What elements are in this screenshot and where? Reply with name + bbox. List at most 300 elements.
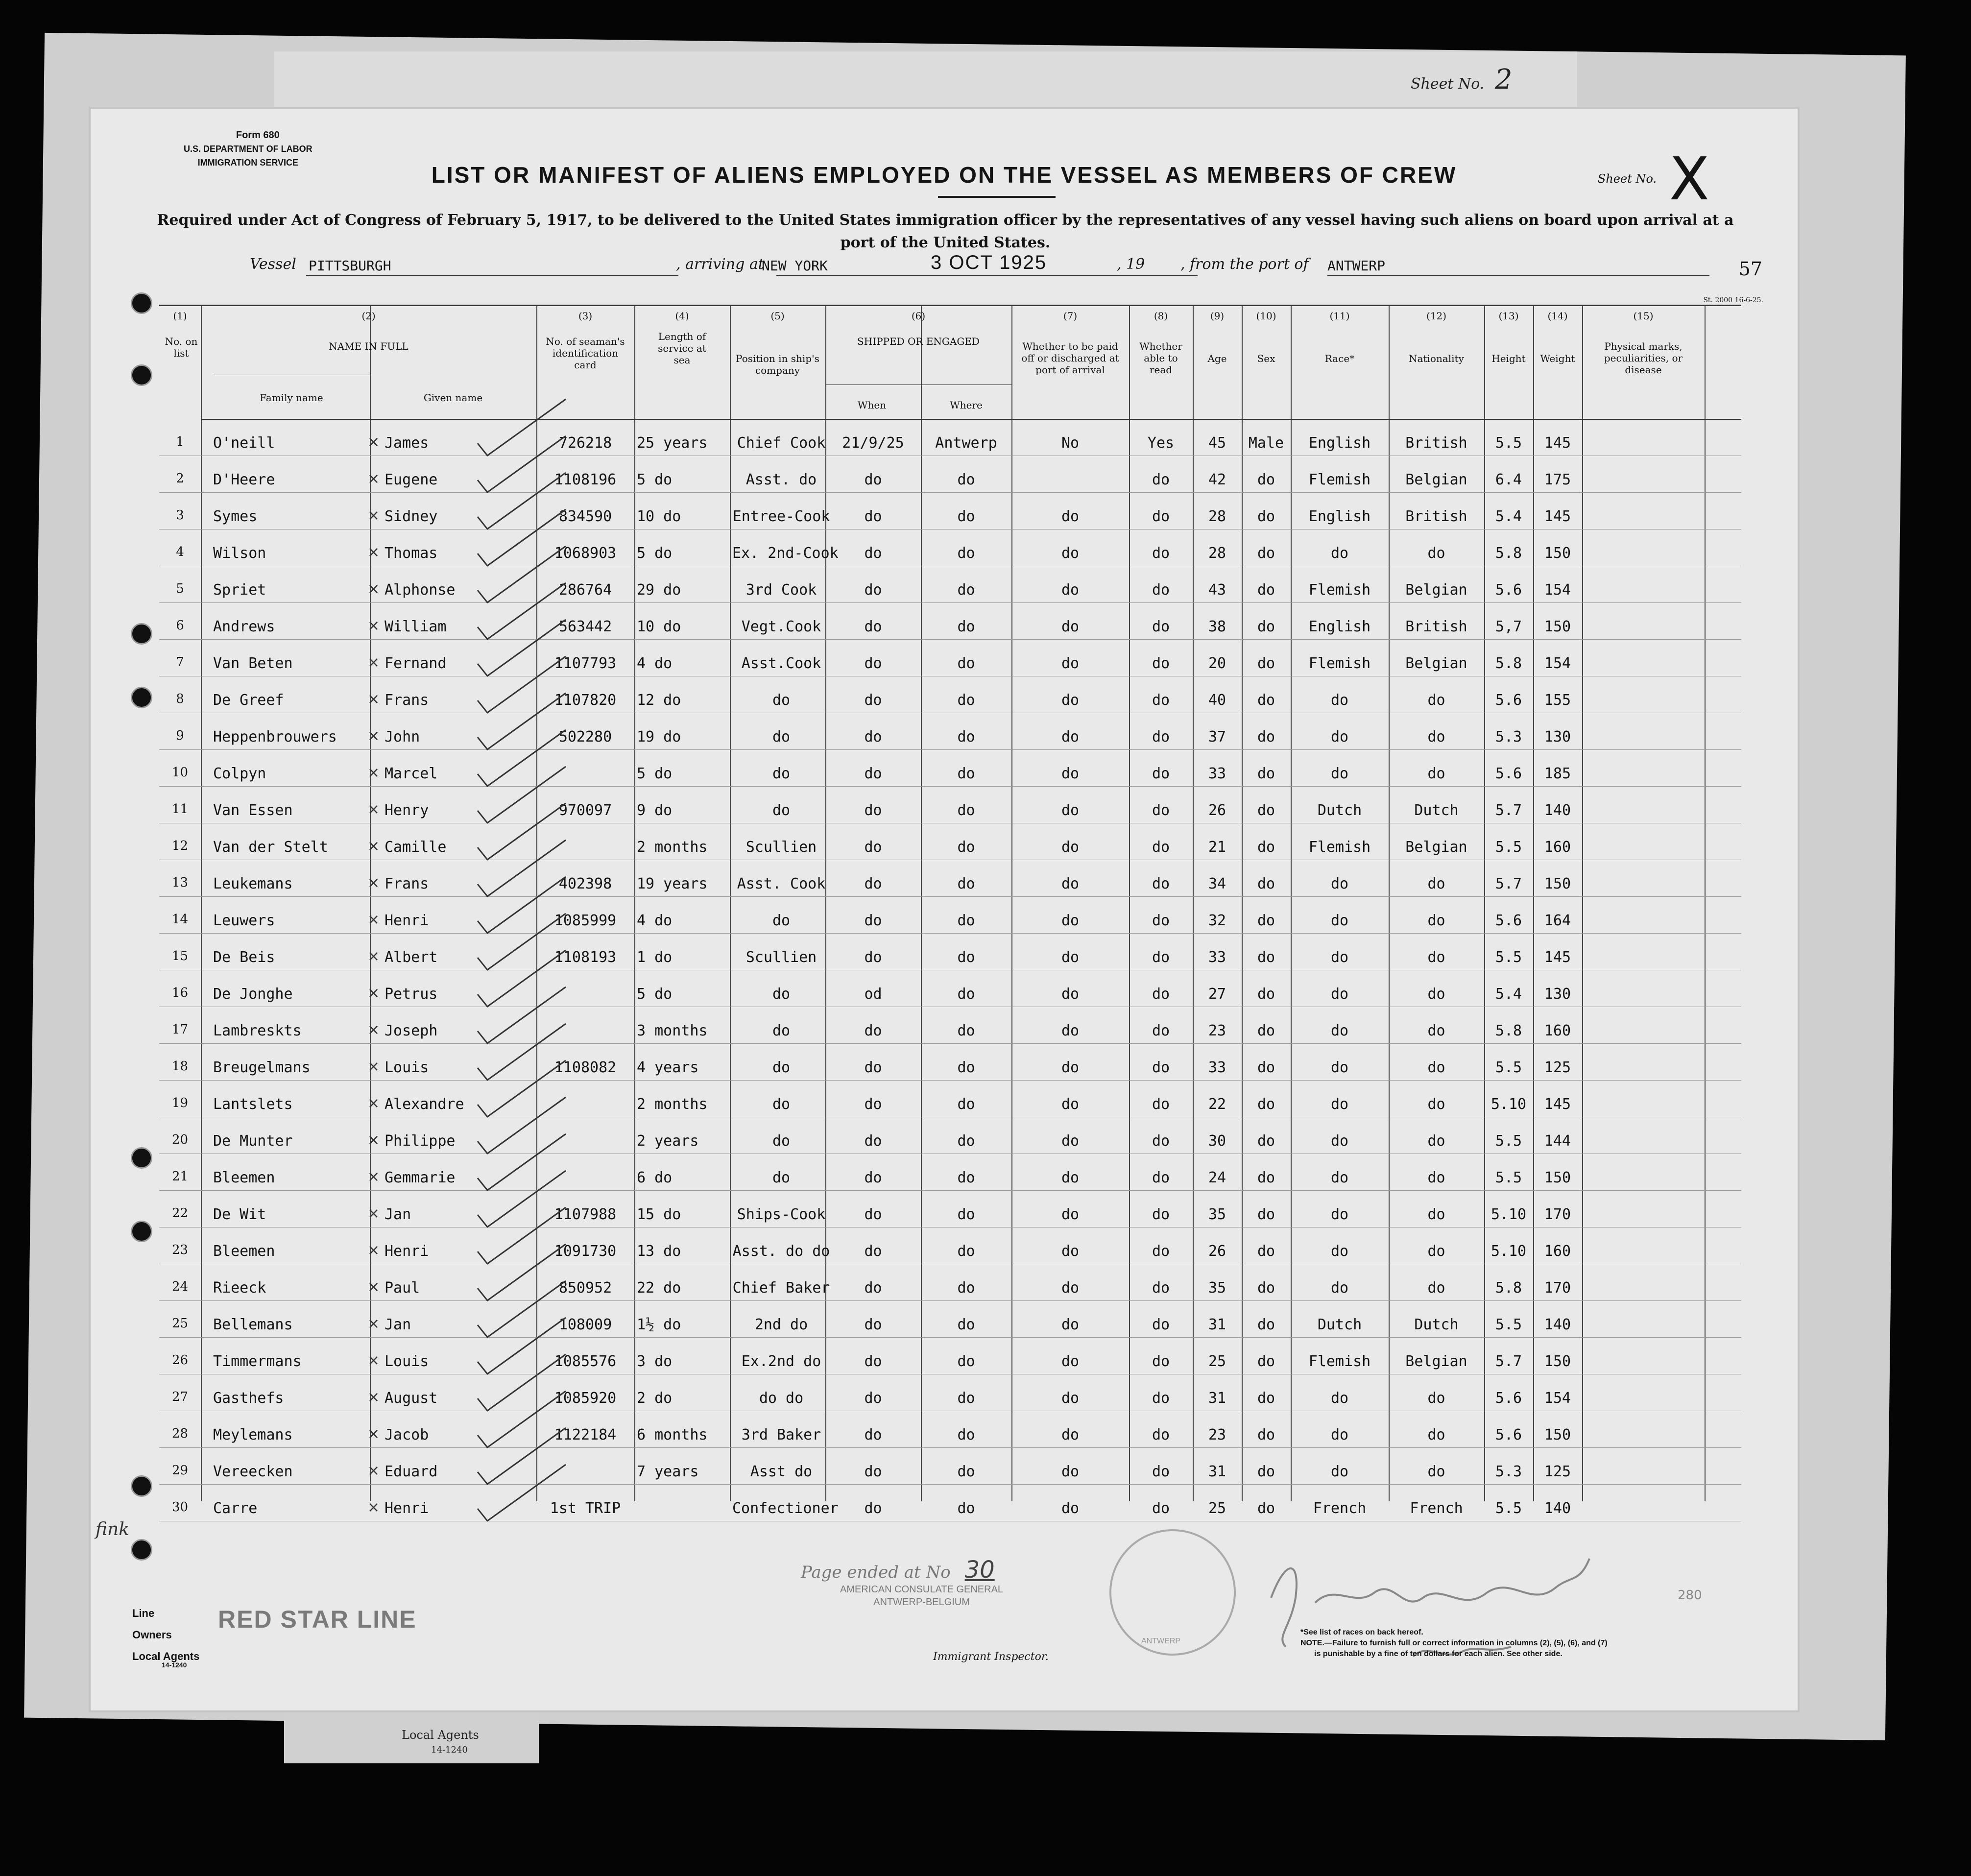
cell-age: 23 bbox=[1208, 1426, 1226, 1443]
cell-shipped-when: do bbox=[864, 1022, 882, 1039]
cell-age: 25 bbox=[1208, 1500, 1226, 1517]
cell-position: 2nd do bbox=[754, 1316, 808, 1333]
cell-position: Asst. do bbox=[745, 471, 817, 488]
table-row-rule bbox=[159, 639, 1741, 640]
cell-shipped-where: do bbox=[957, 1353, 975, 1370]
cell-nationality: Dutch bbox=[1414, 1316, 1459, 1333]
cell-race: do bbox=[1330, 1279, 1349, 1297]
header-paid-off: Whether to be paid off or discharged at port of arrival bbox=[1021, 340, 1119, 376]
cell-able-to-read: do bbox=[1152, 1059, 1170, 1076]
cell-id-card-number: 563442 bbox=[558, 618, 612, 635]
pencil-x-mark: × bbox=[367, 1058, 380, 1075]
cell-shipped-where: do bbox=[957, 986, 975, 1003]
cell-sex: do bbox=[1257, 581, 1275, 599]
cell-nationality: do bbox=[1427, 1132, 1445, 1150]
pencil-note: 280 bbox=[1678, 1588, 1702, 1603]
cell-position: do bbox=[772, 986, 791, 1003]
cell-nationality: do bbox=[1427, 1243, 1445, 1260]
cell-race: do bbox=[1330, 1132, 1349, 1150]
footer-note bbox=[1300, 1627, 1608, 1660]
cell-sex: do bbox=[1257, 1463, 1275, 1480]
cell-weight: 150 bbox=[1544, 875, 1571, 892]
cell-shipped-where: do bbox=[957, 1132, 975, 1150]
cell-shipped-where: do bbox=[957, 1500, 975, 1517]
cell-row-number: 28 bbox=[171, 1426, 189, 1441]
cell-sex: do bbox=[1257, 1500, 1275, 1517]
cell-shipped-where: do bbox=[957, 1206, 975, 1223]
cell-position: Asst do bbox=[750, 1463, 813, 1480]
underlying-sheet-label: Sheet No. bbox=[1411, 75, 1485, 93]
cell-weight: 154 bbox=[1544, 581, 1571, 599]
cell-row-number: 30 bbox=[171, 1500, 189, 1515]
cell-race: Flemish bbox=[1308, 655, 1371, 672]
cell-given-name: Albert bbox=[385, 949, 438, 966]
cell-able-to-read: do bbox=[1152, 839, 1170, 856]
cell-paid-off: do bbox=[1061, 1353, 1080, 1370]
cell-able-to-read: do bbox=[1152, 1390, 1170, 1407]
cell-nationality: do bbox=[1427, 1390, 1445, 1407]
cell-row-number: 24 bbox=[171, 1279, 189, 1294]
cell-able-to-read: do bbox=[1152, 1353, 1170, 1370]
cell-able-to-read: do bbox=[1152, 508, 1170, 525]
cell-shipped-when: do bbox=[864, 1132, 882, 1150]
cell-nationality: Belgian bbox=[1405, 581, 1467, 599]
service-name: IMMIGRATION SERVICE bbox=[197, 158, 299, 168]
cell-length-of-service: 4 do bbox=[637, 655, 673, 672]
cell-given-name: Eugene bbox=[385, 471, 438, 488]
pencil-x-mark: × bbox=[367, 1205, 380, 1222]
cell-row-number: 15 bbox=[171, 949, 189, 963]
cell-shipped-where: do bbox=[957, 949, 975, 966]
cell-height: 5.7 bbox=[1495, 802, 1522, 819]
cell-age: 31 bbox=[1208, 1390, 1226, 1407]
cell-given-name: John bbox=[385, 728, 420, 746]
cell-race: English bbox=[1308, 508, 1371, 525]
cell-shipped-where: do bbox=[957, 1169, 975, 1186]
cell-able-to-read: do bbox=[1152, 618, 1170, 635]
cell-length-of-service: 5 do bbox=[637, 545, 673, 562]
cell-given-name: Frans bbox=[385, 875, 429, 892]
vessel-name: PITTSBURGH bbox=[309, 258, 391, 274]
cell-family-name: Vereecken bbox=[213, 1463, 293, 1480]
cell-shipped-when: do bbox=[864, 1279, 882, 1297]
column-number-7: (7) bbox=[1063, 310, 1078, 322]
cell-weight: 150 bbox=[1544, 1353, 1571, 1370]
stock-code: St. 2000 16-6-25. bbox=[1703, 296, 1763, 304]
arriving-port: NEW YORK bbox=[762, 258, 828, 274]
cell-nationality: do bbox=[1427, 1096, 1445, 1113]
cell-id-card-number: 726218 bbox=[558, 434, 612, 452]
cell-position: Asst. do do bbox=[732, 1243, 830, 1260]
cell-weight: 150 bbox=[1544, 545, 1571, 562]
cell-age: 37 bbox=[1208, 728, 1226, 746]
cell-sex: do bbox=[1257, 802, 1275, 819]
pencil-x-mark: × bbox=[367, 654, 380, 671]
cell-length-of-service: 6 months bbox=[637, 1426, 708, 1443]
cell-family-name: Carre bbox=[213, 1500, 258, 1517]
cell-family-name: Breugelmans bbox=[213, 1059, 311, 1076]
cell-family-name: O'neill bbox=[213, 434, 275, 452]
cell-length-of-service: 3 do bbox=[637, 1353, 673, 1370]
cell-sex: do bbox=[1257, 1096, 1275, 1113]
cell-length-of-service: 7 years bbox=[637, 1463, 699, 1480]
cell-nationality: British bbox=[1405, 618, 1467, 635]
cell-weight: 145 bbox=[1544, 949, 1571, 966]
cell-length-of-service: 3 months bbox=[637, 1022, 708, 1039]
cell-able-to-read: do bbox=[1152, 1463, 1170, 1480]
cell-weight: 154 bbox=[1544, 655, 1571, 672]
pencil-x-mark: × bbox=[367, 1315, 380, 1332]
cell-age: 31 bbox=[1208, 1463, 1226, 1480]
cell-given-name: August bbox=[385, 1390, 438, 1407]
cell-position: Entree-Cook bbox=[732, 508, 830, 525]
cell-sex: do bbox=[1257, 1022, 1275, 1039]
cell-weight: 150 bbox=[1544, 618, 1571, 635]
column-number-3: (3) bbox=[578, 310, 593, 322]
cell-race: do bbox=[1330, 1059, 1349, 1076]
department-name: U.S. DEPARTMENT OF LABOR bbox=[184, 144, 312, 154]
cell-able-to-read: do bbox=[1152, 802, 1170, 819]
cell-family-name: Lambreskts bbox=[213, 1022, 302, 1039]
cell-paid-off: No bbox=[1061, 434, 1080, 452]
title-underline bbox=[938, 196, 1056, 198]
cell-shipped-when: do bbox=[864, 912, 882, 929]
cell-given-name: Paul bbox=[385, 1279, 420, 1297]
header-race: Race* bbox=[1324, 353, 1355, 364]
cell-race: do bbox=[1330, 692, 1349, 709]
pencil-x-mark: × bbox=[367, 691, 380, 708]
pencil-x-mark: × bbox=[367, 764, 380, 781]
cell-shipped-where: do bbox=[957, 545, 975, 562]
cell-shipped-where: do bbox=[957, 912, 975, 929]
cell-paid-off: do bbox=[1061, 1206, 1080, 1223]
cell-id-card-number: 1085920 bbox=[554, 1390, 617, 1407]
cell-nationality: do bbox=[1427, 765, 1445, 782]
cell-sex: do bbox=[1257, 1059, 1275, 1076]
cell-shipped-when: do bbox=[864, 839, 882, 856]
cell-able-to-read: do bbox=[1152, 1132, 1170, 1150]
cell-sex: do bbox=[1257, 1279, 1275, 1297]
pencil-x-mark: × bbox=[367, 801, 380, 818]
cell-row-number: 25 bbox=[171, 1316, 189, 1331]
cell-family-name: Lantslets bbox=[213, 1096, 293, 1113]
cell-weight: 170 bbox=[1544, 1206, 1571, 1223]
cell-race: English bbox=[1308, 434, 1371, 452]
cell-age: 28 bbox=[1208, 508, 1226, 525]
line-stamp: RED STAR LINE bbox=[218, 1606, 417, 1633]
column-number-8: (8) bbox=[1154, 310, 1168, 322]
arriving-label: , arriving at bbox=[676, 256, 764, 273]
cell-weight: 154 bbox=[1544, 1390, 1571, 1407]
cell-race: do bbox=[1330, 1463, 1349, 1480]
inspector-signature bbox=[1256, 1529, 1629, 1686]
cell-id-card-number: 1107820 bbox=[554, 692, 617, 709]
cell-row-number: 26 bbox=[171, 1353, 189, 1368]
cell-length-of-service: 2 months bbox=[637, 1096, 708, 1113]
cell-race: do bbox=[1330, 912, 1349, 929]
cell-race: French bbox=[1313, 1500, 1367, 1517]
cell-able-to-read: do bbox=[1152, 1500, 1170, 1517]
cell-row-number: 29 bbox=[171, 1463, 189, 1478]
punch-hole bbox=[131, 1539, 152, 1561]
cell-row-number: 5 bbox=[176, 581, 184, 596]
cell-family-name: De Wit bbox=[213, 1206, 266, 1223]
cell-length-of-service: 19 years bbox=[637, 875, 708, 892]
cell-family-name: Timmermans bbox=[213, 1353, 302, 1370]
pencil-check-mark bbox=[473, 1460, 571, 1528]
cell-shipped-when: do bbox=[864, 1243, 882, 1260]
cell-weight: 185 bbox=[1544, 765, 1571, 782]
cell-given-name: Sidney bbox=[385, 508, 438, 525]
cell-age: 33 bbox=[1208, 1059, 1226, 1076]
cell-given-name: Henry bbox=[385, 802, 429, 819]
cell-position: do bbox=[772, 1022, 791, 1039]
cell-age: 28 bbox=[1208, 545, 1226, 562]
cell-height: 5.8 bbox=[1495, 655, 1522, 672]
cell-family-name: De Jonghe bbox=[213, 986, 293, 1003]
cell-sex: do bbox=[1257, 1353, 1275, 1370]
cell-length-of-service: 22 do bbox=[637, 1279, 681, 1297]
cell-given-name: Louis bbox=[385, 1059, 429, 1076]
seal-text: ANTWERP bbox=[1141, 1637, 1180, 1645]
cell-race: do bbox=[1330, 1243, 1349, 1260]
header-physical-marks: Physical marks, peculiarities, or disease bbox=[1604, 340, 1683, 376]
cell-shipped-when: do bbox=[864, 765, 882, 782]
cell-age: 23 bbox=[1208, 1022, 1226, 1039]
cell-weight: 125 bbox=[1544, 1059, 1571, 1076]
cell-nationality: do bbox=[1427, 1059, 1445, 1076]
cell-family-name: Van Beten bbox=[213, 655, 293, 672]
column-divider bbox=[1705, 306, 1706, 1501]
cell-given-name: Gemmarie bbox=[385, 1169, 456, 1186]
cell-given-name: Henri bbox=[385, 1243, 429, 1260]
cell-able-to-read: Yes bbox=[1147, 434, 1175, 452]
cell-shipped-where: do bbox=[957, 1463, 975, 1480]
cell-shipped-where: do bbox=[957, 802, 975, 819]
cell-family-name: Bellemans bbox=[213, 1316, 293, 1333]
punch-hole bbox=[131, 687, 152, 708]
cell-sex: do bbox=[1257, 986, 1275, 1003]
cell-shipped-where: do bbox=[957, 471, 975, 488]
cell-shipped-when: do bbox=[864, 802, 882, 819]
cell-shipped-when: do bbox=[864, 875, 882, 892]
cell-position: do do bbox=[759, 1390, 804, 1407]
cell-row-number: 2 bbox=[176, 471, 184, 486]
column-number-5: (5) bbox=[770, 310, 785, 322]
table-row-rule bbox=[159, 1300, 1741, 1301]
cell-nationality: do bbox=[1427, 986, 1445, 1003]
cell-age: 33 bbox=[1208, 949, 1226, 966]
cell-shipped-where: do bbox=[957, 508, 975, 525]
cell-paid-off: do bbox=[1061, 1132, 1080, 1150]
cell-height: 5.10 bbox=[1490, 1096, 1527, 1113]
cell-position: do bbox=[772, 692, 791, 709]
cell-length-of-service: 1 do bbox=[637, 949, 673, 966]
cell-paid-off: do bbox=[1061, 508, 1080, 525]
cell-height: 5.6 bbox=[1495, 912, 1522, 929]
footer-agents-label: Local Agents bbox=[132, 1650, 200, 1662]
cell-length-of-service: 4 do bbox=[637, 912, 673, 929]
cell-sex: do bbox=[1257, 618, 1275, 635]
cell-shipped-where: do bbox=[957, 1316, 975, 1333]
cell-paid-off: do bbox=[1061, 1500, 1080, 1517]
pencil-x-mark: × bbox=[367, 1462, 380, 1479]
cell-id-card-number: 1108193 bbox=[554, 949, 617, 966]
cell-weight: 140 bbox=[1544, 1316, 1571, 1333]
table-row-rule bbox=[159, 1337, 1741, 1338]
cell-age: 42 bbox=[1208, 471, 1226, 488]
column-number-12: (12) bbox=[1426, 310, 1447, 322]
header-when: When bbox=[857, 399, 887, 411]
cell-race: do bbox=[1330, 875, 1349, 892]
cell-shipped-where: do bbox=[957, 692, 975, 709]
cell-family-name: Bleemen bbox=[213, 1169, 275, 1186]
cell-weight: 144 bbox=[1544, 1132, 1571, 1150]
consulate-line-1: AMERICAN CONSULATE GENERAL bbox=[840, 1584, 1004, 1595]
cell-paid-off: do bbox=[1061, 1059, 1080, 1076]
cell-weight: 150 bbox=[1544, 1426, 1571, 1443]
cell-race: do bbox=[1330, 949, 1349, 966]
cell-shipped-when: do bbox=[864, 618, 882, 635]
cell-height: 5.3 bbox=[1495, 1463, 1522, 1480]
cell-age: 35 bbox=[1208, 1279, 1226, 1297]
pencil-x-mark: × bbox=[367, 911, 380, 928]
cell-row-number: 22 bbox=[171, 1206, 189, 1221]
cell-sex: do bbox=[1257, 655, 1275, 672]
punch-hole bbox=[131, 1147, 152, 1169]
cell-given-name: Louis bbox=[385, 1353, 429, 1370]
cell-weight: 145 bbox=[1544, 508, 1571, 525]
cell-given-name: Petrus bbox=[385, 986, 438, 1003]
cell-shipped-when: do bbox=[864, 1316, 882, 1333]
cell-length-of-service: 5 do bbox=[637, 765, 673, 782]
cell-height: 5.4 bbox=[1495, 986, 1522, 1003]
cell-length-of-service: 5 do bbox=[637, 986, 673, 1003]
cell-height: 5.6 bbox=[1495, 581, 1522, 599]
cell-family-name: Spriet bbox=[213, 581, 266, 599]
cell-paid-off: do bbox=[1061, 875, 1080, 892]
cell-height: 6.4 bbox=[1495, 471, 1522, 488]
cell-race: do bbox=[1330, 1169, 1349, 1186]
cell-position: 3rd Baker bbox=[741, 1426, 821, 1443]
cell-row-number: 18 bbox=[171, 1059, 189, 1074]
cell-paid-off: do bbox=[1061, 1463, 1080, 1480]
cell-family-name: Symes bbox=[213, 508, 258, 525]
cell-position: Vegt.Cook bbox=[741, 618, 821, 635]
page-title: LIST OR MANIFEST OF ALIENS EMPLOYED ON THE VESSEL AS MEMBERS OF CREW bbox=[431, 162, 1457, 188]
vessel-line bbox=[91, 252, 1798, 285]
table-row-rule bbox=[159, 749, 1741, 750]
cell-position: Asst.Cook bbox=[741, 655, 821, 672]
cell-race: do bbox=[1330, 728, 1349, 746]
cell-shipped-when: do bbox=[864, 655, 882, 672]
cell-shipped-where: do bbox=[957, 875, 975, 892]
footer-note-line-2: NOTE.—Failure to furnish full or correct information in columns (2), (5), (6), and (7) bbox=[1300, 1639, 1608, 1647]
column-divider bbox=[634, 306, 635, 1501]
cell-weight: 155 bbox=[1544, 692, 1571, 709]
cell-paid-off: do bbox=[1061, 1022, 1080, 1039]
cell-age: 33 bbox=[1208, 765, 1226, 782]
cell-race: do bbox=[1330, 1096, 1349, 1113]
cell-race: Flemish bbox=[1308, 581, 1371, 599]
header-family-name: Family name bbox=[260, 392, 323, 404]
cell-row-number: 19 bbox=[171, 1096, 189, 1110]
cell-length-of-service: 15 do bbox=[637, 1206, 681, 1223]
cell-family-name: D'Heere bbox=[213, 471, 275, 488]
cell-id-card-number: 1108082 bbox=[554, 1059, 617, 1076]
cell-row-number: 21 bbox=[171, 1169, 189, 1184]
table-row-rule bbox=[159, 933, 1741, 934]
cell-race: Flemish bbox=[1308, 839, 1371, 856]
cell-nationality: do bbox=[1427, 912, 1445, 929]
column-number-4: (4) bbox=[675, 310, 689, 322]
cell-paid-off: do bbox=[1061, 1390, 1080, 1407]
pencil-x-mark: × bbox=[367, 727, 380, 745]
punch-hole bbox=[131, 1475, 152, 1497]
cell-id-card-number: 1122184 bbox=[554, 1426, 617, 1443]
cell-height: 5.10 bbox=[1490, 1206, 1527, 1223]
cell-family-name: Bleemen bbox=[213, 1243, 275, 1260]
cell-length-of-service: 2 months bbox=[637, 839, 708, 856]
header-nationality: Nationality bbox=[1409, 353, 1464, 364]
cell-row-number: 4 bbox=[176, 545, 184, 559]
cell-shipped-when: do bbox=[864, 949, 882, 966]
cell-age: 21 bbox=[1208, 839, 1226, 856]
cell-sex: do bbox=[1257, 728, 1275, 746]
cell-able-to-read: do bbox=[1152, 471, 1170, 488]
cell-age: 34 bbox=[1208, 875, 1226, 892]
cell-position: Ships-Cook bbox=[737, 1206, 826, 1223]
cell-id-card-number: 502280 bbox=[558, 728, 612, 746]
pencil-x-mark: × bbox=[367, 1021, 380, 1038]
header-name-in-full: NAME IN FULL bbox=[329, 340, 409, 352]
cell-row-number: 17 bbox=[171, 1022, 189, 1037]
cell-weight: 160 bbox=[1544, 839, 1571, 856]
cell-able-to-read: do bbox=[1152, 1169, 1170, 1186]
cell-age: 24 bbox=[1208, 1169, 1226, 1186]
cell-weight: 164 bbox=[1544, 912, 1571, 929]
cell-row-number: 16 bbox=[171, 986, 189, 1000]
cell-row-number: 7 bbox=[176, 655, 184, 670]
header-position: Position in ship's company bbox=[736, 353, 819, 376]
cell-nationality: do bbox=[1427, 1463, 1445, 1480]
cell-age: 26 bbox=[1208, 802, 1226, 819]
cell-family-name: Gasthefs bbox=[213, 1390, 284, 1407]
cell-sex: do bbox=[1257, 875, 1275, 892]
cell-shipped-when: do bbox=[864, 1426, 882, 1443]
cell-able-to-read: do bbox=[1152, 1096, 1170, 1113]
cell-shipped-where: do bbox=[957, 1390, 975, 1407]
cell-length-of-service: 4 years bbox=[637, 1059, 699, 1076]
cell-nationality: French bbox=[1410, 1500, 1463, 1517]
column-number-9: (9) bbox=[1210, 310, 1225, 322]
cell-age: 38 bbox=[1208, 618, 1226, 635]
cell-paid-off: do bbox=[1061, 839, 1080, 856]
cell-id-card-number: 1108196 bbox=[554, 471, 617, 488]
cell-position: do bbox=[772, 802, 791, 819]
cell-height: 5.5 bbox=[1495, 434, 1522, 452]
cell-id-card-number: 1091730 bbox=[554, 1243, 617, 1260]
footer-note-line-3: is punishable by a fine of ten dollars for each alien. See other side. bbox=[1314, 1650, 1562, 1658]
cell-family-name: Van Essen bbox=[213, 802, 293, 819]
cell-position: 3rd Cook bbox=[745, 581, 817, 599]
underlying-sheet-number bbox=[1411, 64, 1512, 96]
cell-sex: do bbox=[1257, 1132, 1275, 1150]
header-age: Age bbox=[1207, 353, 1227, 364]
footer-line-label: Line bbox=[132, 1607, 155, 1619]
cell-sex: Male bbox=[1248, 434, 1284, 452]
punch-hole bbox=[131, 623, 152, 645]
